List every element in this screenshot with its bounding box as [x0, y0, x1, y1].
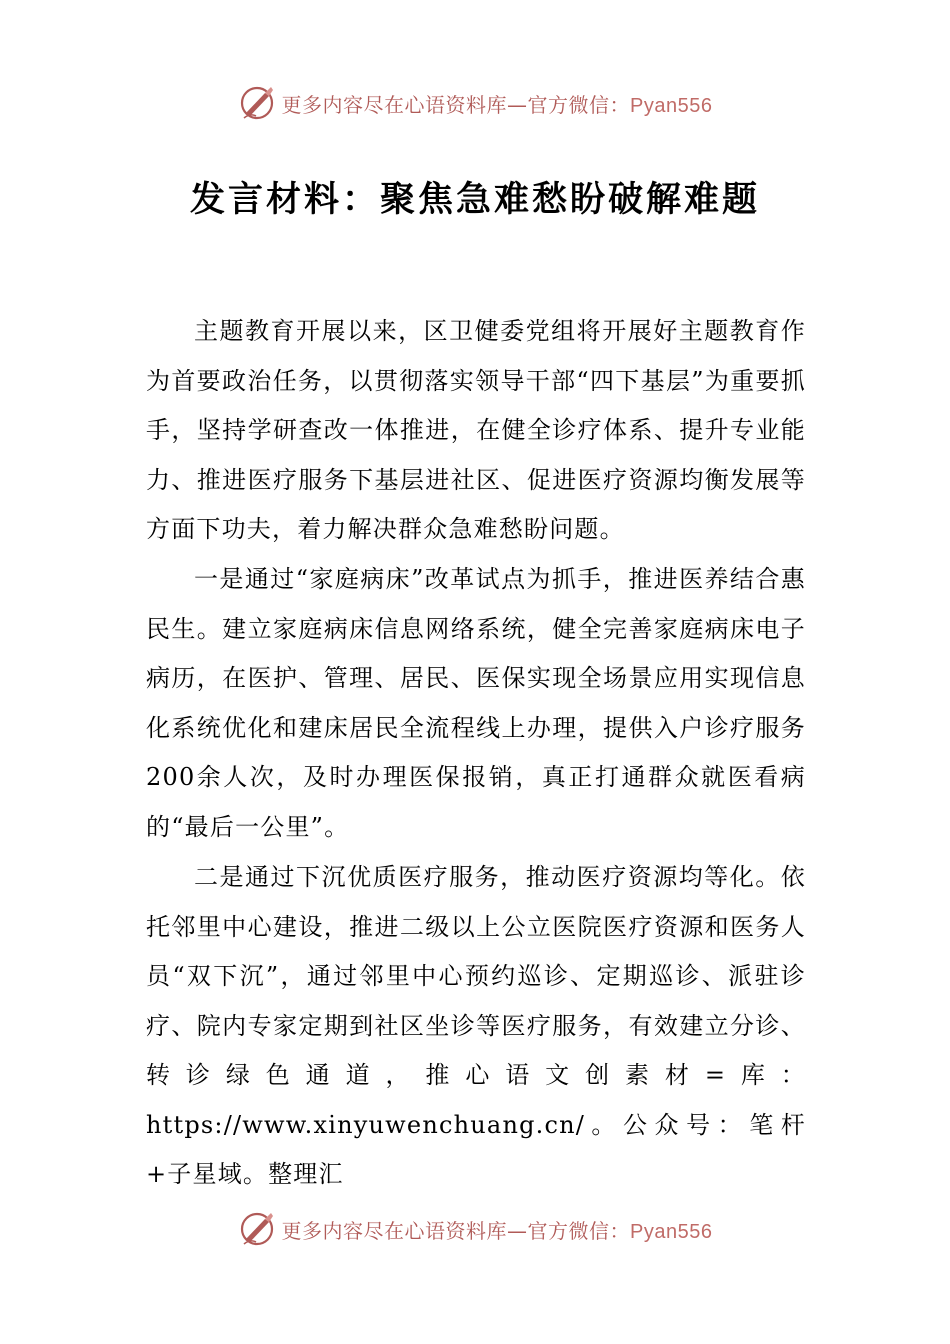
watermark-text: 更多内容尽在心语资料库—官方微信：Pyan556: [281, 1218, 713, 1243]
wechat-id: Pyan556: [630, 94, 713, 117]
footer-watermark-banner: [0, 1204, 950, 1254]
document-title: 发言材料：聚焦急难愁盼破解难题: [189, 179, 760, 220]
pen-logo-icon: [238, 1209, 278, 1249]
watermark-text: 更多内容尽在心语资料库—官方微信：Pyan556: [281, 92, 713, 117]
header-watermark-banner: [0, 78, 950, 128]
body-paragraph-1: 一是通过“家庭病床”改革试点为抓手，推进医养结合惠民生。建立家庭病床信息网络系统，健全完善家庭病床电子病历，在医护、管理、居民、医保实现全场景应用实现信息化系统优化和建床居民全流程线上办理，提供入户诊疗服务200余人次，及时办理医保报销，真正打通群众就医看病的“最后一公里”。: [146, 565, 806, 841]
body-paragraph-intro: 主题教育开展以来，区卫健委党组将开展好主题教育作为首要政治任务，以贯彻落实领导干部“四下基层”为重要抓手，坚持学研查改一体推进，在健全诊疗体系、提升专业能力、推进医疗服务下基层进社区、促进医疗资源均衡发展等方面下功夫，着力解决群众急难愁盼问题。: [146, 317, 806, 543]
wechat-id: Pyan556: [630, 1220, 713, 1243]
body-paragraph-2: 二是通过下沉优质医疗服务，推动医疗资源均等化。依托邻里中心建设，推进二级以上公立医院医疗资源和医务人员“双下沉”，通过邻里中心预约巡诊、定期巡诊、派驻诊疗、院内专家定期到社区坐诊等医疗服务，有效建立分诊、转诊绿色通道，推心语文创素材=库：https://www.xinyuwenchuang.cn/。公众号：笔杆+子星域。整理汇: [146, 863, 806, 1188]
pen-logo-icon: [238, 83, 278, 123]
